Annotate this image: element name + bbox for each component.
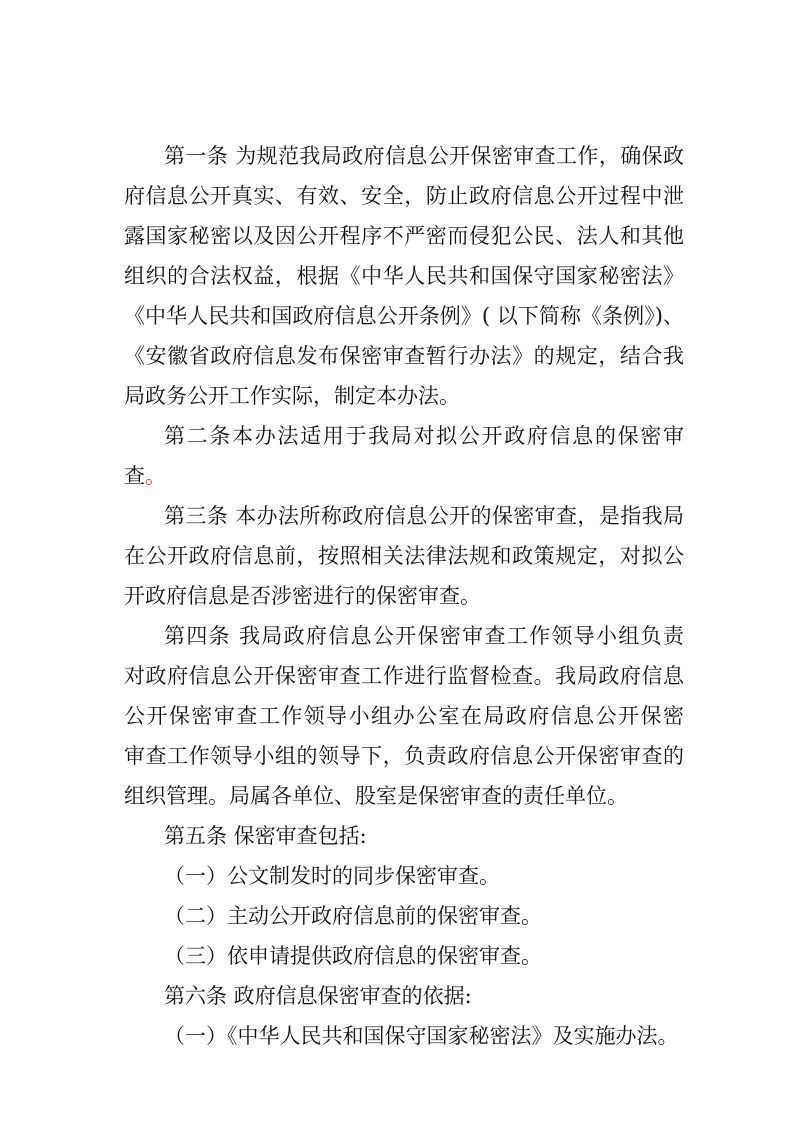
paragraph-line: 局政务公开工作实际，制定本办法。 (124, 384, 460, 408)
list-item: （二）主动公开政府信息前的保密审查。 (164, 904, 542, 928)
paragraph-line: 在公开政府信息前，按照相关法律法规和政策规定，对拟公 (124, 544, 684, 568)
red-period: 。 (145, 464, 166, 488)
paragraph-line: 第五条 保密审查包括: (164, 824, 367, 848)
paragraph-line: 第一条 为规范我局政府信息公开保密审查工作，确保政 (164, 144, 684, 168)
paragraph-line: 露国家秘密以及因公开程序不严密而侵犯公民、法人和其他 (124, 224, 684, 248)
paragraph-line: 审查工作领导小组的领导下，负责政府信息公开保密审查的 (124, 744, 684, 768)
paragraph-line: 公开保密审查工作领导小组办公室在局政府信息公开保密 (124, 704, 684, 728)
paragraph-line: 对政府信息公开保密审查工作进行监督检查。我局政府信息 (124, 664, 684, 688)
list-item: （三）依申请提供政府信息的保密审查。 (164, 944, 542, 968)
paragraph-line: 开政府信息是否涉密进行的保密审查。 (124, 584, 481, 608)
paragraph-line: 第四条 我局政府信息公开保密审查工作领导小组负责 (164, 624, 684, 648)
paragraph-line: 组织管理。局属各单位、股室是保密审查的责任单位。 (124, 784, 628, 808)
paragraph-line-with-red-period (124, 456, 684, 496)
list-item: （一）《中华人民共和国保守国家秘密法》及实施办法。 (164, 1024, 679, 1048)
paragraph-line: 第二条本办法适用于我局对拟公开政府信息的保密审 (164, 424, 684, 448)
paragraph-line: 府信息公开真实、有效、安全，防止政府信息公开过程中泄 (124, 184, 684, 208)
paragraph-line: 第六条 政府信息保密审查的依据: (164, 984, 472, 1008)
paragraph-line: 《中华人民共和国政府信息公开条例》( 以下简称《条例》)、 (124, 304, 684, 328)
paragraph-line: 组织的合法权益，根据《中华人民共和国保守国家秘密法》 (124, 264, 684, 288)
line-text: 查 (124, 464, 145, 488)
paragraph-line: 《安徽省政府信息发布保密审查暂行办法》的规定，结合我 (124, 344, 684, 368)
paragraph-line: 第三条 本办法所称政府信息公开的保密审查，是指我局 (164, 504, 684, 528)
list-item: （一）公文制发时的同步保密审查。 (164, 864, 500, 888)
